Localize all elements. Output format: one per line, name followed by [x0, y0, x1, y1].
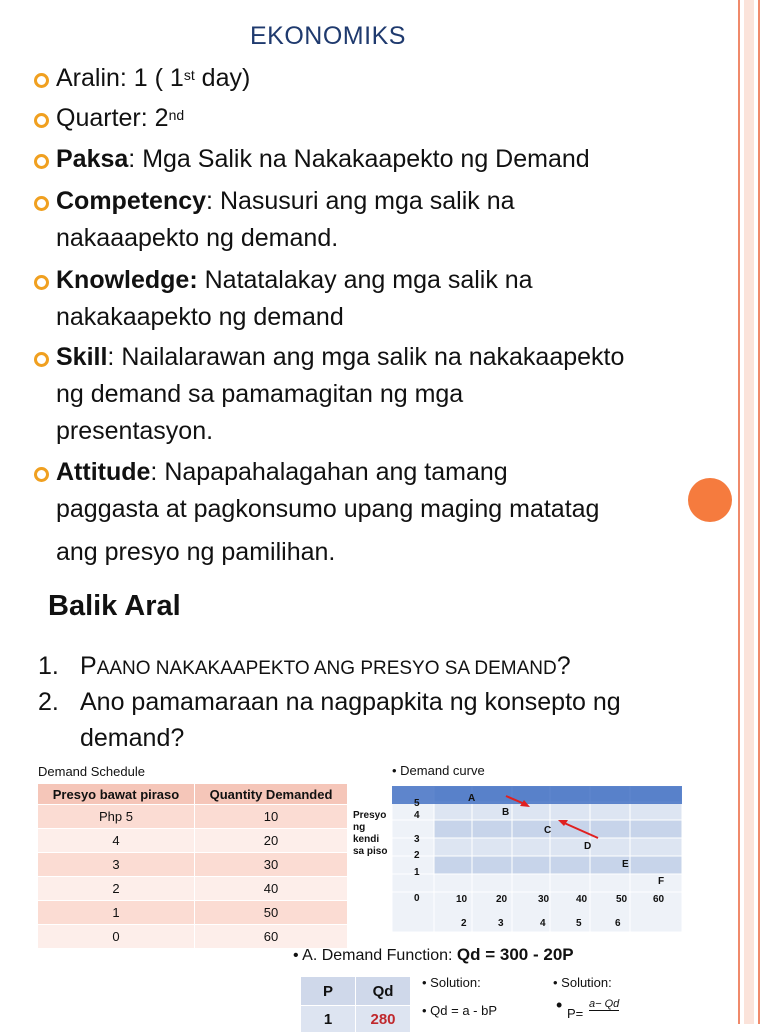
- section-heading: Balik Aral: [48, 590, 181, 622]
- knowledge-text: Natatalakay ang mga salik na: [197, 266, 533, 294]
- point-label: D: [584, 841, 592, 852]
- x-tick-label-2: 6: [615, 918, 621, 929]
- competency-text: : Nasusuri ang mga salik na: [206, 187, 515, 215]
- grid-cell: [630, 820, 682, 838]
- schedule-cell: 0: [38, 925, 195, 949]
- x-tick-label: 10: [456, 894, 468, 905]
- question-1-end: ?: [556, 652, 571, 680]
- grid-cell: [512, 802, 550, 820]
- attitude-text-3: ang presyo ng pamilihan.: [56, 538, 336, 566]
- function-formula: Qd = 300 - 20P: [456, 945, 574, 964]
- page-title: EKONOMIKS: [250, 22, 406, 50]
- grid-cell: [590, 802, 630, 820]
- solution-2-title: • Solution:: [553, 975, 612, 990]
- x-tick-label: 30: [538, 894, 550, 905]
- schedule-row: [38, 805, 348, 829]
- function-prefix: • A. Demand Function:: [293, 947, 457, 964]
- point-label: E: [622, 859, 629, 870]
- bullet-icon: [34, 352, 49, 367]
- demand-curve-grid: [392, 786, 682, 932]
- grid-cell: [434, 838, 472, 856]
- grid-cell: [434, 874, 472, 892]
- grid-cell: [630, 838, 682, 856]
- grid-cell: [392, 856, 434, 874]
- schedule-cell: Php 5: [38, 805, 195, 829]
- grid-cell: [630, 856, 682, 874]
- pq-cell: 280: [356, 1006, 411, 1033]
- bullet-quarter: [36, 100, 736, 137]
- x-tick-label: 50: [616, 894, 628, 905]
- grid-cell: [392, 874, 434, 892]
- question-2-text-2: demand?: [80, 724, 185, 752]
- schedule-cell: 50: [195, 901, 348, 925]
- schedule-cell: 40: [195, 877, 348, 901]
- grid-cell: [512, 838, 550, 856]
- competency-label: Competency: [56, 187, 207, 215]
- y-tick-label: 1: [414, 867, 420, 878]
- solution-2-numerator: a− Qd: [589, 998, 620, 1010]
- skill-label: Skill: [56, 343, 108, 371]
- schedule-cell: 60: [195, 925, 348, 949]
- paksa-text: : Mga Salik na Nakakaapekto ng Demand: [128, 145, 590, 173]
- quarter-text: Quarter: 2: [56, 104, 169, 132]
- pq-header: P: [301, 977, 356, 1006]
- solution-2-formula: P=: [567, 1006, 584, 1021]
- knowledge-text-2: nakakaapekto ng demand: [56, 303, 344, 331]
- bullet-skill: [36, 339, 736, 450]
- curve-caption: • Demand curve: [392, 763, 485, 778]
- grid-cell: [434, 856, 472, 874]
- grid-cell: [392, 802, 434, 820]
- grid-cell: [392, 820, 434, 838]
- y-tick-label: 3: [414, 834, 420, 845]
- decorative-circle: [688, 478, 732, 522]
- question-number: 2.: [38, 688, 59, 716]
- attitude-text: : Napapahalagahan ang tamang: [150, 458, 508, 486]
- x-tick-label: 20: [496, 894, 508, 905]
- x-tick-label-2: 5: [576, 918, 582, 929]
- bullet-icon: [34, 154, 49, 169]
- pq-cell: 1: [301, 1006, 356, 1033]
- grid-cell: [590, 820, 630, 838]
- point-label: B: [502, 807, 510, 818]
- bullet-icon: [34, 196, 49, 211]
- bullet-icon: [34, 73, 49, 88]
- bullet-icon: [34, 467, 49, 482]
- question-1: [38, 648, 738, 687]
- x-tick-label-2: 3: [498, 918, 504, 929]
- solution-1-title: • Solution:: [422, 975, 481, 990]
- skill-text-3: presentasyon.: [56, 417, 214, 445]
- schedule-header: Presyo bawat piraso: [38, 784, 195, 805]
- x-tick-label-2: 2: [461, 918, 467, 929]
- point-label: F: [658, 876, 665, 887]
- pq-table: [300, 976, 411, 1033]
- solution-2-bullet: •: [556, 995, 563, 1015]
- knowledge-label: Knowledge:: [56, 266, 198, 294]
- skill-text: : Nailalarawan ang mga salik na nakakaapekto: [107, 343, 625, 371]
- point-label: C: [544, 825, 552, 836]
- schedule-row: [38, 853, 348, 877]
- grid-cell: [392, 892, 434, 932]
- grid-cell: [512, 874, 550, 892]
- grid-cell: [434, 820, 472, 838]
- question-2: [38, 684, 738, 756]
- ylabel-line: sa piso: [353, 846, 388, 857]
- schedule-cell: 20: [195, 829, 348, 853]
- grid-cell: [590, 874, 630, 892]
- grid-cell: [472, 838, 512, 856]
- grid-cell: [630, 874, 682, 892]
- grid-cell: [472, 874, 512, 892]
- schedule-header: Quantity Demanded: [195, 784, 348, 805]
- y-tick-label: 0: [414, 893, 420, 904]
- ylabel-line: kendi: [353, 834, 380, 845]
- grid-cell: [434, 802, 472, 820]
- rail-line: [738, 0, 740, 1024]
- aralin-text-end: day): [194, 64, 251, 92]
- bullet-paksa: [36, 141, 736, 178]
- grid-cell: [392, 838, 434, 856]
- rail-band: [744, 0, 754, 1024]
- schedule-cell: 1: [38, 901, 195, 925]
- grid-cell: [550, 802, 590, 820]
- ylabel-line: ng: [353, 822, 366, 833]
- point-label: A: [468, 793, 476, 804]
- y-tick-label: 2: [414, 850, 420, 861]
- schedule-row: [38, 901, 348, 925]
- quarter-sup: nd: [168, 107, 185, 123]
- bullet-knowledge: [36, 262, 736, 336]
- demand-schedule-table: [37, 783, 348, 949]
- y-tick-label: 5: [414, 798, 420, 809]
- aralin-sup: st: [183, 67, 195, 83]
- question-number: 1.: [38, 652, 59, 680]
- schedule-cell: 4: [38, 829, 195, 853]
- rail-line: [758, 0, 760, 1024]
- demand-function: [293, 945, 574, 965]
- grid-cell: [630, 802, 682, 820]
- attitude-label: Attitude: [56, 458, 151, 486]
- x-tick-label: 60: [653, 894, 665, 905]
- bullet-attitude: [36, 454, 736, 571]
- grid-cell: [590, 838, 630, 856]
- grid-cell: [472, 820, 512, 838]
- ylabel-line: Presyo: [353, 810, 387, 821]
- x-tick-label-2: 4: [540, 918, 546, 929]
- pq-header: Qd: [356, 977, 411, 1006]
- bullet-competency: [36, 183, 736, 257]
- competency-text-2: nakaaapekto ng demand.: [56, 224, 339, 252]
- schedule-row: [38, 877, 348, 901]
- paksa-label: Paksa: [56, 145, 129, 173]
- solution-1-formula: • Qd = a - bP: [422, 1003, 498, 1018]
- question-1-text: AANO NAKAKAAPEKTO ANG PRESYO SA DEMAND: [96, 658, 557, 679]
- question-1-first: P: [80, 652, 97, 680]
- x-tick-label: 40: [576, 894, 588, 905]
- question-2-text: Ano pamamaraan na nagpapkita ng konsepto ng: [80, 688, 621, 716]
- attitude-text-2: paggasta at pagkonsumo upang maging matatag: [56, 495, 600, 523]
- bullet-icon: [34, 113, 49, 128]
- schedule-cell: 2: [38, 877, 195, 901]
- grid-cell: [472, 856, 512, 874]
- y-tick-label: 4: [414, 810, 420, 821]
- grid-cell: [550, 820, 590, 838]
- skill-text-2: ng demand sa pamamagitan ng mga: [56, 380, 464, 408]
- schedule-cell: 3: [38, 853, 195, 877]
- schedule-cell: 30: [195, 853, 348, 877]
- schedule-row: [38, 829, 348, 853]
- grid-cell: [512, 856, 550, 874]
- schedule-cell: 10: [195, 805, 348, 829]
- bullet-icon: [34, 275, 49, 290]
- grid-cell: [550, 856, 590, 874]
- bullet-aralin: [36, 60, 736, 97]
- curve-ylabel: [353, 810, 387, 858]
- grid-header-band: [392, 786, 682, 804]
- grid-cell: [550, 874, 590, 892]
- schedule-caption: Demand Schedule: [38, 764, 145, 779]
- aralin-text: Aralin: 1 ( 1: [56, 64, 184, 92]
